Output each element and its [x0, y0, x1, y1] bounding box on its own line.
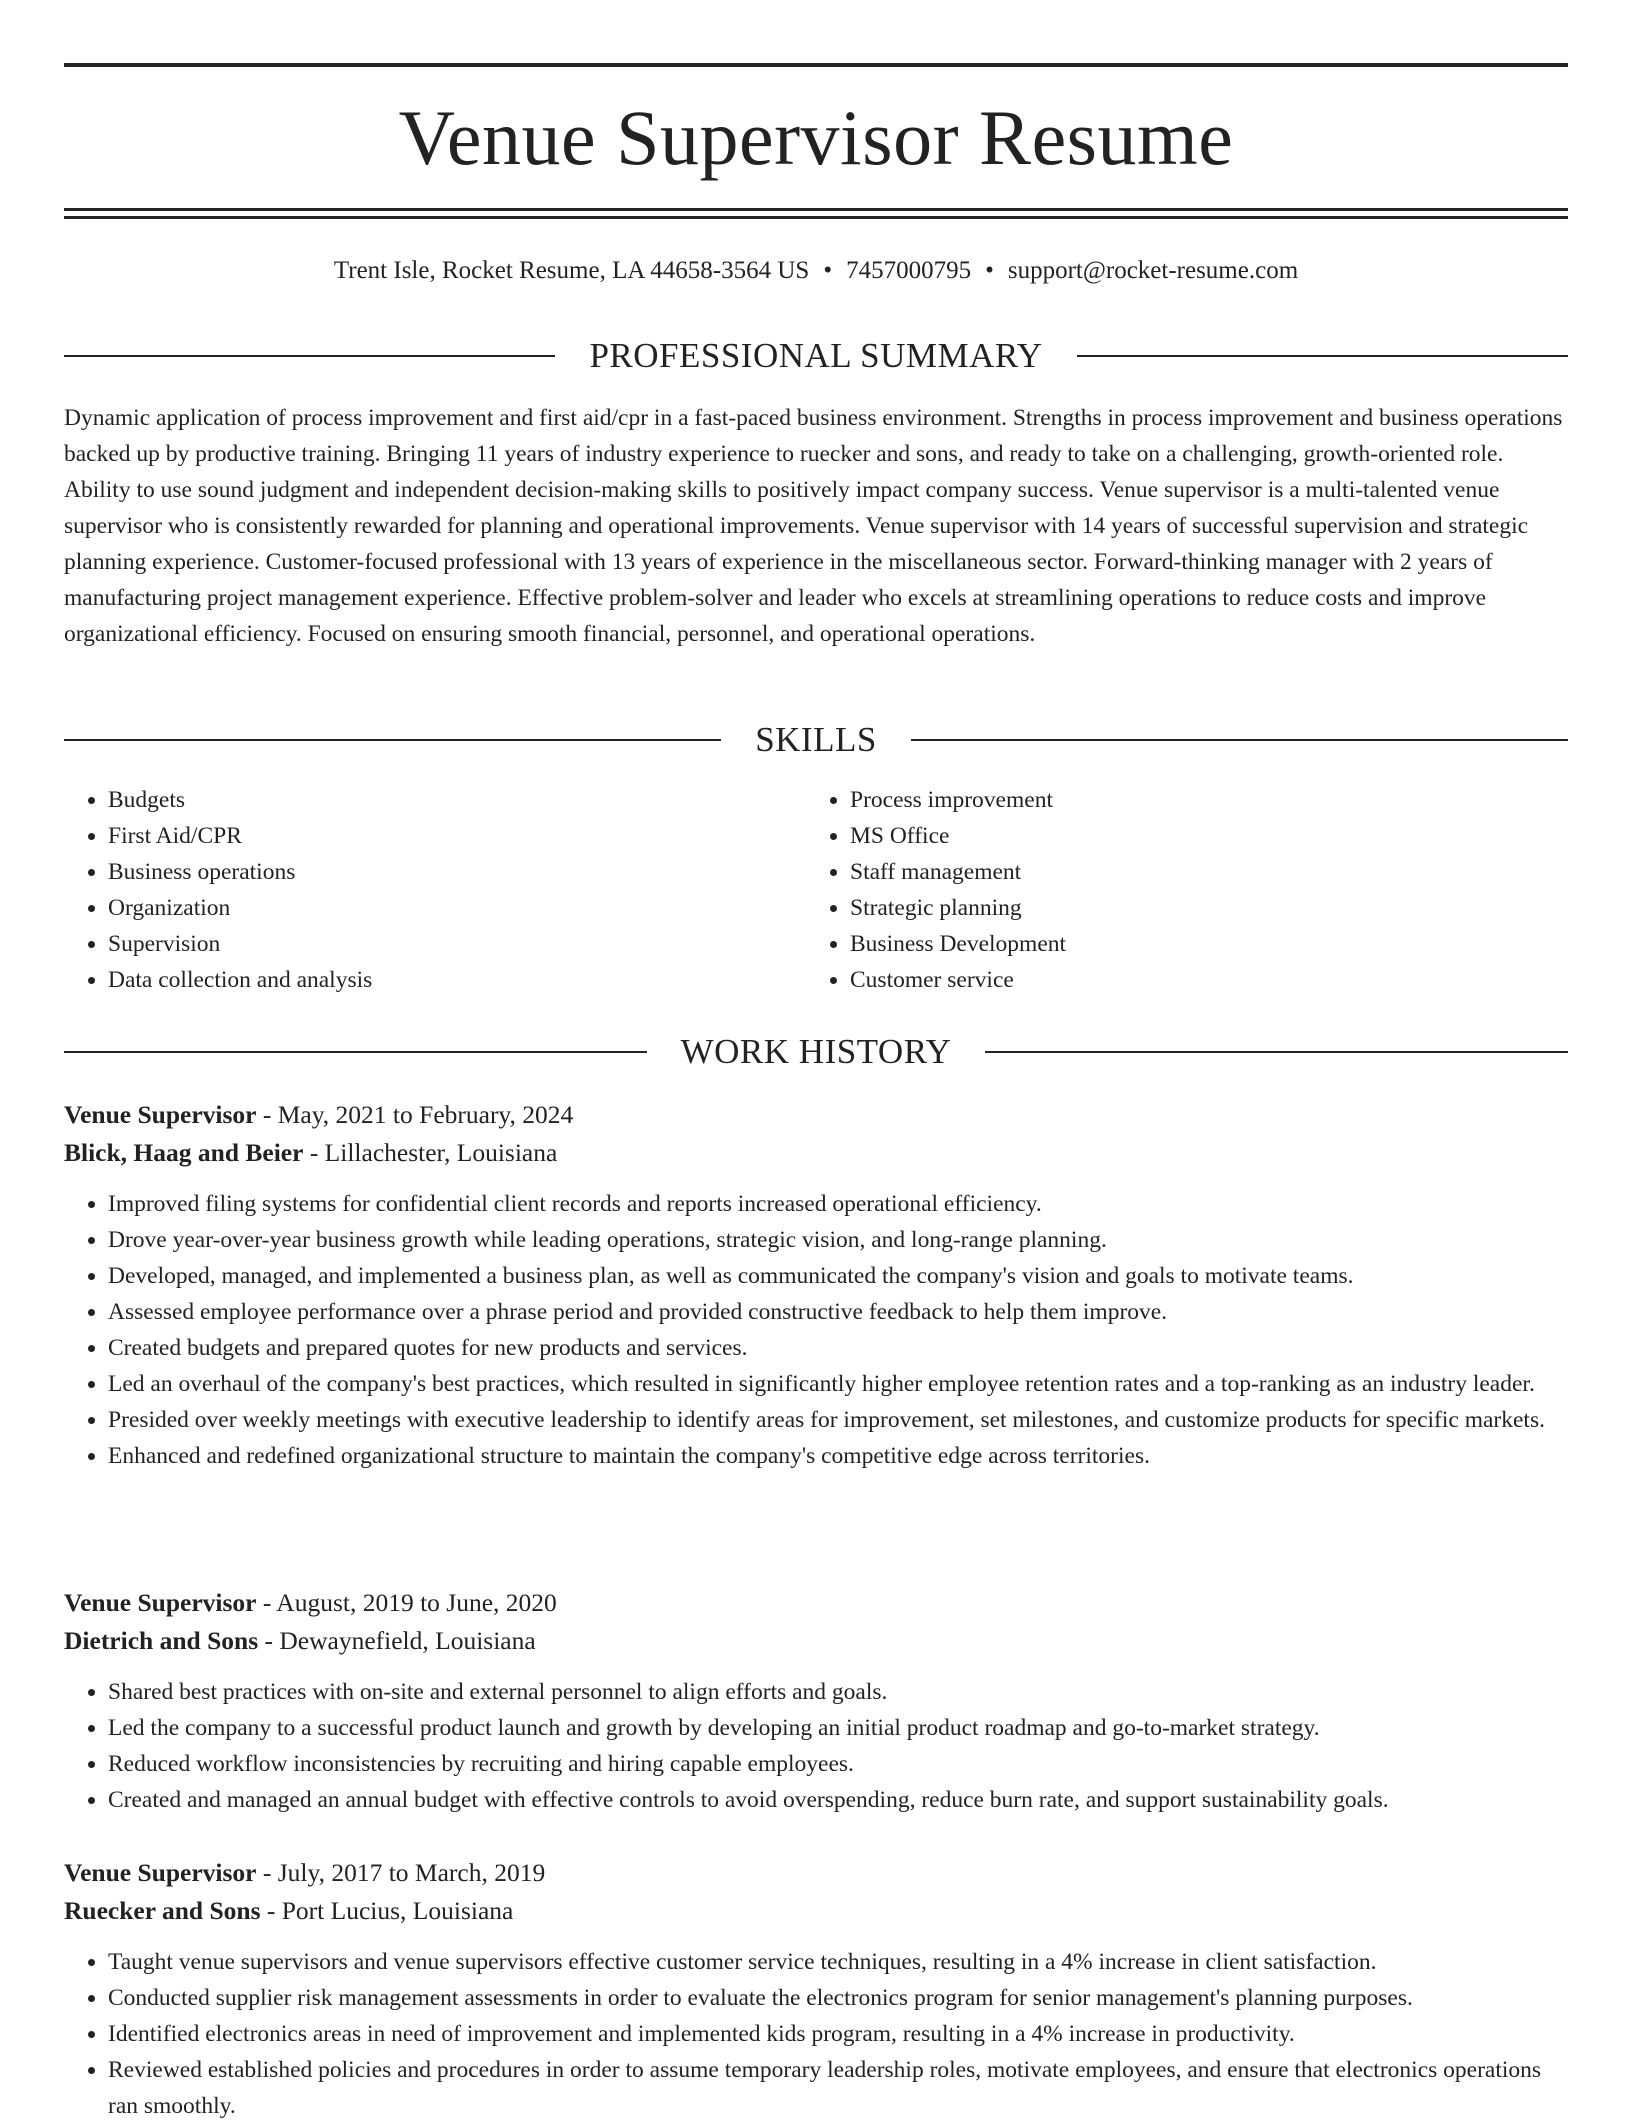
resume-page [64, 0, 1568, 2119]
summary-heading-label: PROFESSIONAL SUMMARY [589, 336, 1043, 375]
job-bullet: • Reduced workflow inconsistencies by recruiting and hiring capable employees. [108, 1746, 1568, 1782]
job-title-line [64, 1854, 1568, 1892]
job-location: - Dewaynefield, Louisiana [258, 1626, 536, 1655]
heading-rule [64, 1051, 647, 1053]
heading-rule [64, 355, 555, 357]
contact-separator: • [985, 257, 994, 284]
skills-heading-label: SKILLS [755, 720, 877, 759]
title-rule-upper [64, 208, 1568, 211]
skill-item: • Supervision [108, 926, 806, 962]
job-bullet: • Conducted supplier risk management assessments in order to evaluate the electronics program for senior management's planning purposes. [108, 1980, 1568, 2016]
job-bullet: • Led an overhaul of the company's best practices, which resulted in significantly higher employee retention rates and a top-ranking as an industry leader. [108, 1366, 1568, 1402]
job-title: Venue Supervisor [64, 1100, 257, 1129]
job-bullet: • Taught venue supervisors and venue supervisors effective customer service techniques, resulting in a 4% increase in client satisfaction. [108, 1944, 1568, 1980]
job-company-line [64, 1622, 1568, 1660]
skill-item: • Customer service [850, 962, 1548, 998]
summary-heading [64, 334, 1568, 378]
job-bullet: • Identified electronics areas in need of improvement and implemented kids program, resulting in a 4% increase in productivity. [108, 2016, 1568, 2052]
heading-rule [1077, 355, 1568, 357]
skill-item: • Process improvement [850, 782, 1548, 818]
job-title: Venue Supervisor [64, 1858, 257, 1887]
job-entry [64, 1854, 1568, 2124]
job-bullets [64, 1944, 1568, 2124]
job-bullet: • Drove year-over-year business growth while leading operations, strategic vision, and long-range planning. [108, 1222, 1568, 1258]
title-rule-lower [64, 216, 1568, 219]
contact-separator: • [823, 257, 833, 284]
job-company: Dietrich and Sons [64, 1626, 259, 1655]
job-company-line [64, 1892, 1568, 1930]
work-heading-label: WORK HISTORY [680, 1032, 952, 1071]
job-title-line [64, 1096, 1568, 1134]
skill-item: • MS Office [850, 818, 1548, 854]
job-company: Ruecker and Sons [64, 1896, 261, 1925]
contact-email: support@rocket-resume.com [1007, 257, 1299, 284]
skill-item: • Data collection and analysis [108, 962, 806, 998]
skills-column-left [64, 782, 806, 998]
skills-heading [64, 718, 1568, 762]
contact-phone: 7457000795 [846, 257, 972, 284]
skills-column-right [806, 782, 1548, 998]
work-heading [64, 1030, 1568, 1074]
heading-rule [985, 1051, 1568, 1053]
job-location: - Port Lucius, Louisiana [260, 1896, 514, 1925]
skill-item: • Strategic planning [850, 890, 1548, 926]
job-bullet: • Improved filing systems for confidential client records and reports increased operational efficiency. [108, 1186, 1568, 1222]
job-dates: - July, 2017 to March, 2019 [256, 1858, 546, 1887]
contact-address: Trent Isle, Rocket Resume, LA 44658-3564 US [333, 257, 810, 284]
job-title: Venue Supervisor [64, 1588, 257, 1617]
page-title: Venue Supervisor Resume [398, 94, 1234, 181]
job-bullet: • Created budgets and prepared quotes for new products and services. [108, 1330, 1568, 1366]
job-entry [64, 1096, 1568, 1474]
job-bullet: • Reviewed established policies and procedures in order to assume temporary leadership roles, motivate employees, and ensure that electronics operations ran smoothly. [108, 2052, 1568, 2124]
job-bullets [64, 1186, 1568, 1474]
heading-rule [911, 739, 1568, 741]
job-bullet: • Developed, managed, and implemented a business plan, as well as communicated the company's vision and goals to motivate teams. [108, 1258, 1568, 1294]
top-rule [64, 63, 1568, 67]
heading-rule [64, 739, 721, 741]
job-entry [64, 1584, 1568, 1818]
skill-item: • Organization [108, 890, 806, 926]
skill-item: • Business Development [850, 926, 1548, 962]
skill-item: • Budgets [108, 782, 806, 818]
job-bullet: • Enhanced and redefined organizational structure to maintain the company's competitive edge across territories. [108, 1438, 1568, 1474]
job-bullet: • Assessed employee performance over a phrase period and provided constructive feedback to help them improve. [108, 1294, 1568, 1330]
contact-line [64, 254, 1568, 288]
skill-item: • Staff management [850, 854, 1548, 890]
skills-list [64, 782, 1568, 998]
job-bullet: • Created and managed an annual budget with effective controls to avoid overspending, reduce burn rate, and support sustainability goals. [108, 1782, 1568, 1818]
job-company: Blick, Haag and Beier [64, 1138, 304, 1167]
job-bullets [64, 1674, 1568, 1818]
job-bullet: • Led the company to a successful product launch and growth by developing an initial product roadmap and go-to-market strategy. [108, 1710, 1568, 1746]
job-company-line [64, 1134, 1568, 1172]
summary-text: Dynamic application of process improvement and first aid/cpr in a fast-paced business environment. Strengths in process improvement and business operations backed up by productive training. Bringing 11 years of industry experience to ruecker and sons, and ready to take on a challenging, growth-oriented role. Ability to use sound judgment and independent decision-making skills to positively impact company success. Venue supervisor is a multi-talented venue supervisor who is consistently rewarded for planning and operational improvements. Venue supervisor with 14 years of successful supervision and strategic planning experience. Customer-focused professional with 13 years of experience in the miscellaneous sector. Forward-thinking manager with 2 years of manufacturing project management experience. Effective problem-solver and leader who excels at streamlining operations to reduce costs and improve organizational efficiency. Focused on ensuring smooth financial, personnel, and operational operations. [64, 405, 1563, 647]
job-location: - Lillachester, Louisiana [303, 1138, 558, 1167]
job-dates: - August, 2019 to June, 2020 [256, 1588, 557, 1617]
job-title-line [64, 1584, 1568, 1622]
job-bullet: • Shared best practices with on-site and external personnel to align efforts and goals. [108, 1674, 1568, 1710]
job-dates: - May, 2021 to February, 2024 [256, 1100, 574, 1129]
job-bullet: • Presided over weekly meetings with executive leadership to identify areas for improvement, set milestones, and customize products for specific markets. [108, 1402, 1568, 1438]
skill-item: • First Aid/CPR [108, 818, 806, 854]
skill-item: • Business operations [108, 854, 806, 890]
